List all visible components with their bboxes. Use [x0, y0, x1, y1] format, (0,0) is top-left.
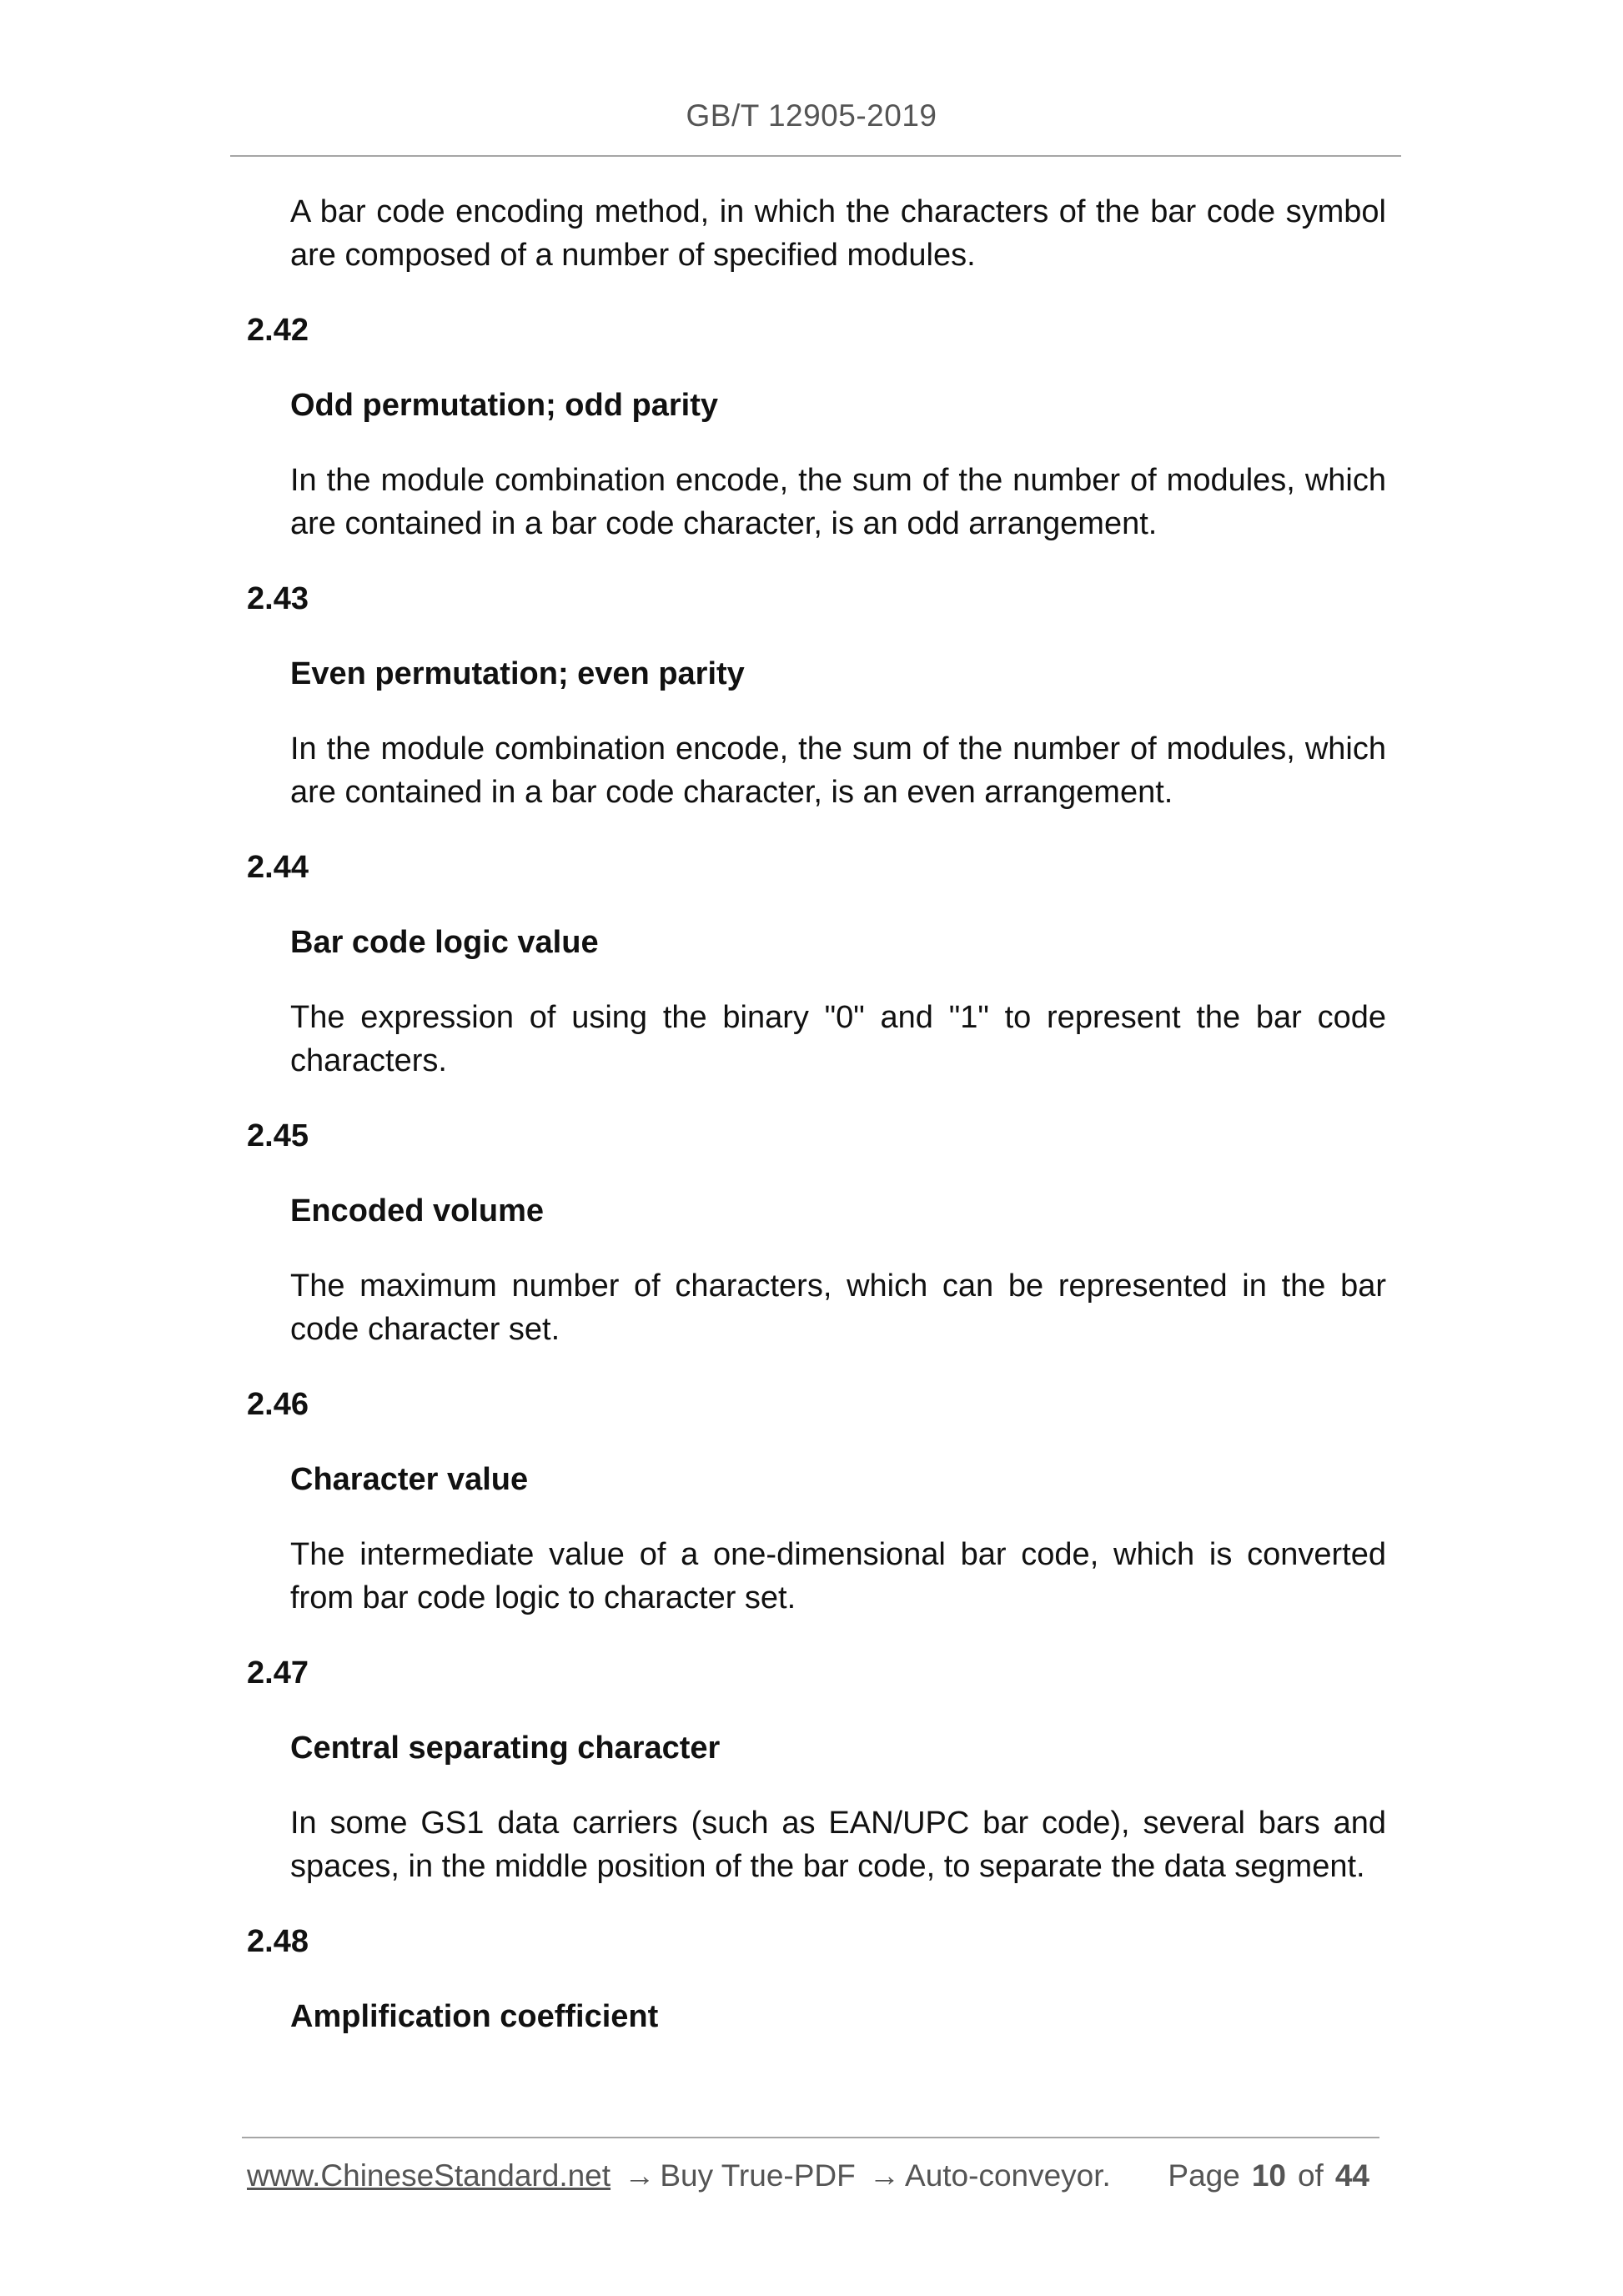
- auto-conveyor-text: Auto-conveyor.: [905, 2158, 1111, 2193]
- term-name: Bar code logic value: [290, 925, 599, 960]
- term-name: Amplification coefficient: [290, 1999, 659, 2034]
- term-name: Even permutation; even parity: [290, 656, 745, 691]
- term-2-42: [247, 309, 1386, 545]
- header-divider: [230, 155, 1401, 157]
- document-code-header: GB/T 12905-2019: [686, 98, 937, 133]
- page-label: Page: [1168, 2158, 1240, 2193]
- website-link[interactable]: www.ChineseStandard.net: [247, 2158, 611, 2193]
- term-2-47: [247, 1651, 1386, 1888]
- term-definition: In the module combination encode, the sum of the number of modules, which are contained in a bar code character, is an even arrangement.: [290, 731, 1386, 810]
- term-number: 2.44: [247, 850, 309, 885]
- term-name: Encoded volume: [290, 1193, 545, 1228]
- term-2-44: [247, 846, 1386, 1083]
- total-pages-number: 44: [1334, 2158, 1369, 2193]
- term-number: 2.48: [247, 1924, 309, 1959]
- term-name: Central separating character: [290, 1731, 721, 1766]
- term-2-45: [247, 1114, 1386, 1351]
- footer-divider: [242, 2137, 1379, 2138]
- arrow-right-icon: →: [869, 2158, 901, 2193]
- current-page-number: 10: [1251, 2158, 1286, 2193]
- term-definition: The intermediate value of a one-dimensional bar code, which is converted from bar code logic to character set.: [290, 1537, 1386, 1615]
- term-definition: In the module combination encode, the sum of the number of modules, which are contained in a bar code character, is an odd arrangement.: [290, 463, 1386, 541]
- term-2-46: [247, 1383, 1386, 1620]
- arrow-right-icon: →: [624, 2158, 656, 2193]
- page-indicator: [1168, 2158, 1369, 2193]
- buy-true-pdf-text: Buy True-PDF: [660, 2158, 856, 2193]
- document-body: [247, 190, 1386, 2038]
- term-definition: The maximum number of characters, which can be represented in the bar code character set.: [290, 1269, 1386, 1347]
- term-definition: In some GS1 data carriers (such as EAN/UPC bar code), several bars and spaces, in the middle position of the bar code, to separate the data segment.: [290, 1806, 1386, 1884]
- term-name: Odd permutation; odd parity: [290, 388, 718, 423]
- term-2-43: [247, 577, 1386, 814]
- term-definition: The expression of using the binary "0" and "1" to represent the bar code characters.: [290, 1000, 1386, 1078]
- page-footer: [247, 2158, 1378, 2193]
- term-number: 2.46: [247, 1387, 309, 1422]
- term-number: 2.43: [247, 581, 309, 616]
- term-name: Character value: [290, 1462, 529, 1497]
- page-of-label: of: [1297, 2158, 1324, 2193]
- term-2-48: [247, 1920, 1386, 2038]
- term-number: 2.47: [247, 1655, 309, 1691]
- term-number: 2.45: [247, 1118, 309, 1153]
- term-number: 2.42: [247, 313, 309, 348]
- intro-paragraph: A bar code encoding method, in which the characters of the bar code symbol are composed of a number of specified modules.: [290, 194, 1386, 273]
